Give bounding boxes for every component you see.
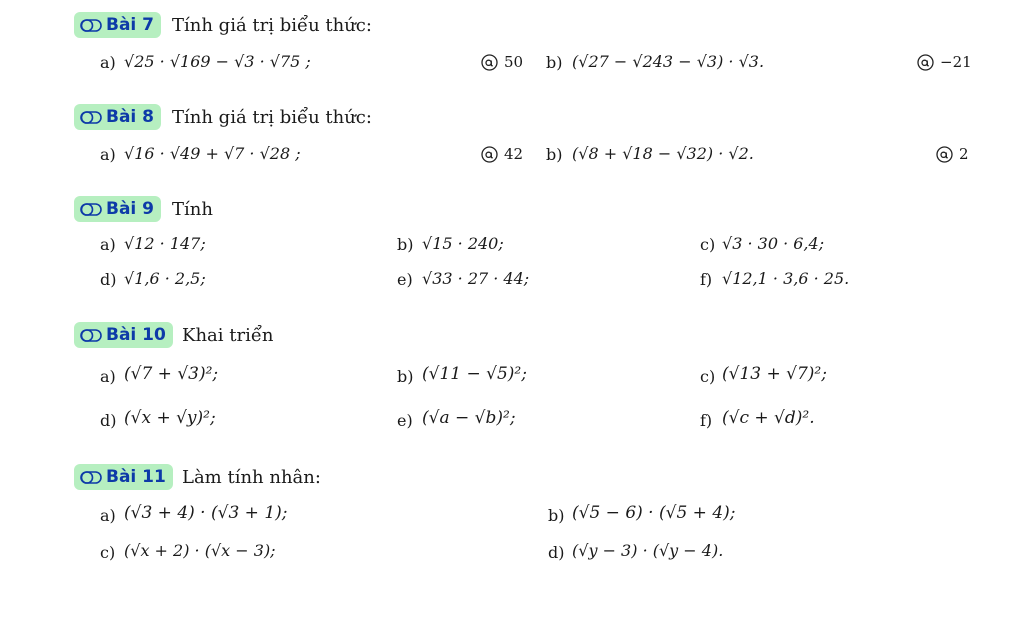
answer-key	[936, 145, 969, 163]
item-label: b)	[546, 145, 563, 164]
badge-label: Bài 7	[106, 15, 155, 35]
item-label: e)	[397, 270, 413, 289]
badge-label: Bài 10	[106, 325, 166, 345]
math-expression: √12 · 147;	[124, 234, 206, 253]
answer-key-icon	[917, 54, 934, 71]
math-expression: (√x + √y)²;	[124, 408, 216, 428]
answer-value: 42	[504, 145, 524, 163]
math-expression: (√y − 3) · (√y − 4).	[572, 541, 724, 560]
math-expression: (√5 − 6) · (√5 + 4);	[572, 503, 736, 523]
item-label: b)	[397, 367, 414, 386]
item-label: d)	[100, 270, 117, 289]
answer-key-icon	[936, 146, 953, 163]
math-expression: (√7 + √3)²;	[124, 364, 219, 384]
problem-title: Làm tính nhân:	[182, 467, 321, 488]
answer-key	[481, 53, 523, 71]
item-label: a)	[100, 235, 116, 254]
item-label: f)	[700, 411, 713, 430]
item-label: d)	[100, 411, 117, 430]
item-label: b)	[548, 506, 565, 525]
math-expression: √33 · 27 · 44;	[422, 269, 530, 288]
item-label: c)	[700, 367, 716, 386]
toggle-pill-icon	[80, 471, 102, 484]
item-label: a)	[100, 145, 116, 164]
problem-badge	[74, 12, 161, 38]
item-label: f)	[700, 270, 713, 289]
item-label: d)	[548, 543, 565, 562]
problem-title: Tính giá trị biểu thức:	[172, 107, 372, 128]
item-label: e)	[397, 411, 413, 430]
math-expression: (√3 + 4) · (√3 + 1);	[124, 503, 288, 523]
problem-title: Khai triển	[182, 325, 274, 346]
answer-key-icon	[481, 54, 498, 71]
math-expression: √12,1 · 3,6 · 25.	[722, 269, 850, 288]
math-expression: (√c + √d)².	[722, 408, 815, 428]
toggle-pill-icon	[80, 329, 102, 342]
problem-badge	[74, 196, 161, 222]
problem-title: Tính	[172, 199, 213, 220]
math-expression: √15 · 240;	[422, 234, 504, 253]
math-expression: (√13 + √7)²;	[722, 364, 827, 384]
math-expression: (√8 + √18 − √32) · √2.	[572, 144, 754, 163]
problem-badge	[74, 464, 173, 490]
math-expression: √3 · 30 · 6,4;	[722, 234, 825, 253]
math-expression: √25 · √169 − √3 · √75 ;	[124, 52, 311, 71]
problem-badge	[74, 322, 173, 348]
answer-key	[917, 53, 972, 71]
toggle-pill-icon	[80, 203, 102, 216]
math-expression: √16 · √49 + √7 · √28 ;	[124, 144, 301, 163]
item-label: c)	[100, 543, 116, 562]
item-label: b)	[397, 235, 414, 254]
answer-value: 50	[504, 53, 524, 71]
answer-key-icon	[481, 146, 498, 163]
item-label: a)	[100, 367, 116, 386]
problem-title: Tính giá trị biểu thức:	[172, 15, 372, 36]
item-label: a)	[100, 506, 116, 525]
answer-value: 2	[959, 145, 969, 163]
badge-label: Bài 11	[106, 467, 166, 487]
math-expression: (√27 − √243 − √3) · √3.	[572, 52, 765, 71]
item-label: c)	[700, 235, 716, 254]
badge-label: Bài 9	[106, 199, 155, 219]
badge-label: Bài 8	[106, 107, 155, 127]
math-expression: √1,6 · 2,5;	[124, 269, 206, 288]
item-label: b)	[546, 53, 563, 72]
item-label: a)	[100, 53, 116, 72]
answer-key	[481, 145, 523, 163]
toggle-pill-icon	[80, 111, 102, 124]
math-expression: (√a − √b)²;	[422, 408, 516, 428]
problem-badge	[74, 104, 161, 130]
math-expression: (√11 − √5)²;	[422, 364, 527, 384]
answer-value: −21	[940, 53, 972, 71]
toggle-pill-icon	[80, 19, 102, 32]
math-expression: (√x + 2) · (√x − 3);	[124, 541, 276, 560]
